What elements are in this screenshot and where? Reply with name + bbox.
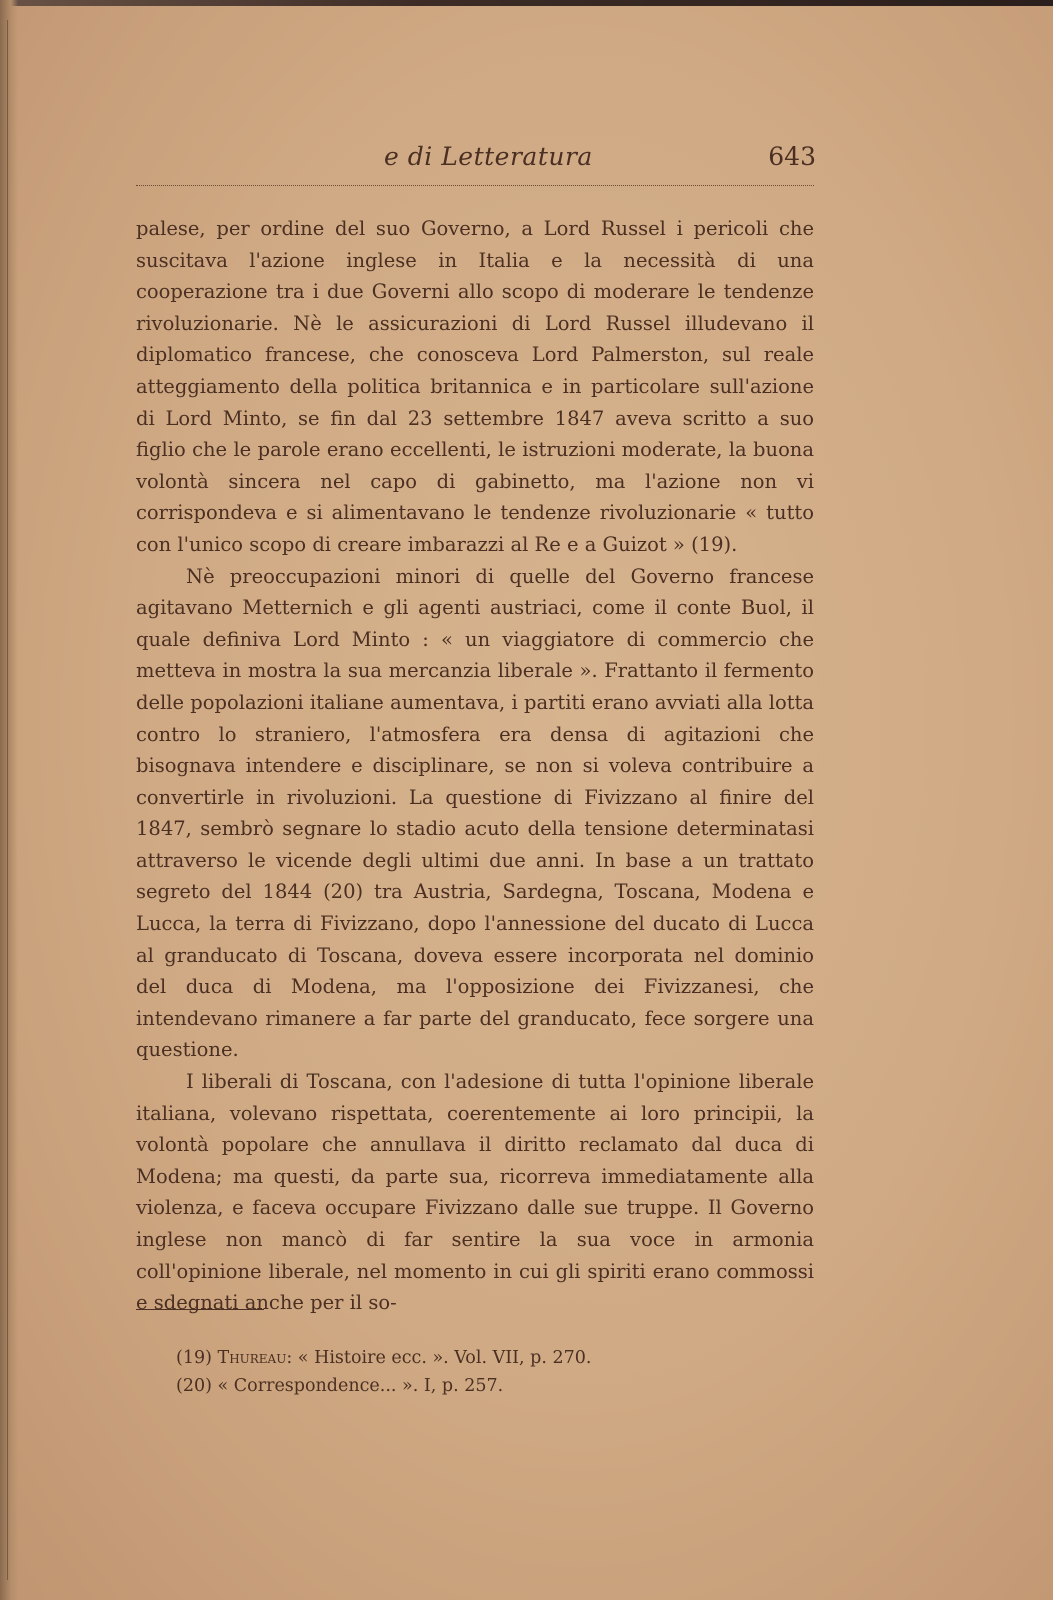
page-number: 643 — [768, 142, 816, 171]
footnote-author: Thureau — [217, 1348, 287, 1368]
body-text — [136, 213, 814, 1319]
paragraph-2: Nè preoccupazioni minori di quelle del Governo francese agitavano Metternich e gli agenti austriaci, come il conte Buol, il quale definiva Lord Minto : « un viaggiatore di commercio che metteva in mostra la sua mercanzia liberale ». Frattanto il fermento delle popolazioni italiane aumentava, i partiti erano avviati alla lotta contro lo straniero, l'atmosfera era densa di agitazioni che bisognava intendere e disciplinare, se non si voleva contribuire a convertirle in rivoluzioni. La questione di Fivizzano al finire del 1847, sembrò segnare lo stadio acuto della tensione determinatasi attraverso le vicende degli ultimi due anni. In base a un trattato segreto del 1844 (20) tra Austria, Sardegna, Toscana, Modena e Lucca, la terra di Fivizzano, dopo l'annessione del ducato di Lucca al granducato di Toscana, doveva essere incorporata nel dominio del duca di Modena, ma l'opposizione dei Fivizzanesi, che intendevano rimanere a far parte del granducato, fece sorgere una questione. — [136, 564, 814, 1062]
footnote-text: « Correspondence... ». I, p. 257. — [217, 1376, 504, 1396]
footnote-marker: (20) — [176, 1376, 212, 1396]
header-dotted-rule — [136, 185, 814, 186]
top-dark-edge — [0, 0, 1053, 6]
paragraph-3: I liberali di Toscana, con l'adesione di tutta l'opinione liberale italiana, volevano rispettata, coerentemente ai loro principii, la volontà popolare che annullava il diritto reclamato dal duca di Modena; ma questi, da parte sua, ricorreva immediatamente alla violenza, e faceva occupare Fivizzano dalle sue truppe. Il Governo inglese non mancò di far sentire la sua voce in armonia coll'opinione liberale, nel momento in cui gli spiriti erano commossi e sdegnati anche per il so- — [136, 1070, 814, 1315]
page-binding-edge — [0, 0, 18, 1600]
page-header — [136, 142, 816, 178]
footnotes — [176, 1344, 776, 1400]
paragraph-1: palese, per ordine del suo Governo, a Lord Russel i pericoli che suscitava l'azione inglese in Italia e la necessità di una cooperazione tra i due Governi allo scopo di moderare le tendenze rivoluzionarie. Nè le assicurazioni di Lord Russel illudevano il diplomatico francese, che conosceva Lord Palmerston, sul reale atteggiamento della politica britannica e in particolare sull'azione di Lord Minto, se fin dal 23 settembre 1847 aveva scritto a suo figlio che le parole erano eccellenti, le istruzioni moderate, la buona volontà sincera nel capo di gabinetto, ma l'azione non vi corrispondeva e si alimentavano le tendenze rivoluzionarie « tutto con l'unico scopo di creare imbarazzi al Re e a Guizot » (19). — [136, 217, 814, 556]
running-title: e di Letteratura — [384, 142, 593, 171]
footnote-20 — [176, 1372, 776, 1400]
footnote-text: : « Histoire ecc. ». Vol. VII, p. 270. — [286, 1348, 592, 1368]
footnote-marker: (19) — [176, 1348, 212, 1368]
binding-line — [7, 20, 8, 1580]
footnote-19 — [176, 1344, 776, 1372]
footnote-separator — [136, 1309, 264, 1310]
